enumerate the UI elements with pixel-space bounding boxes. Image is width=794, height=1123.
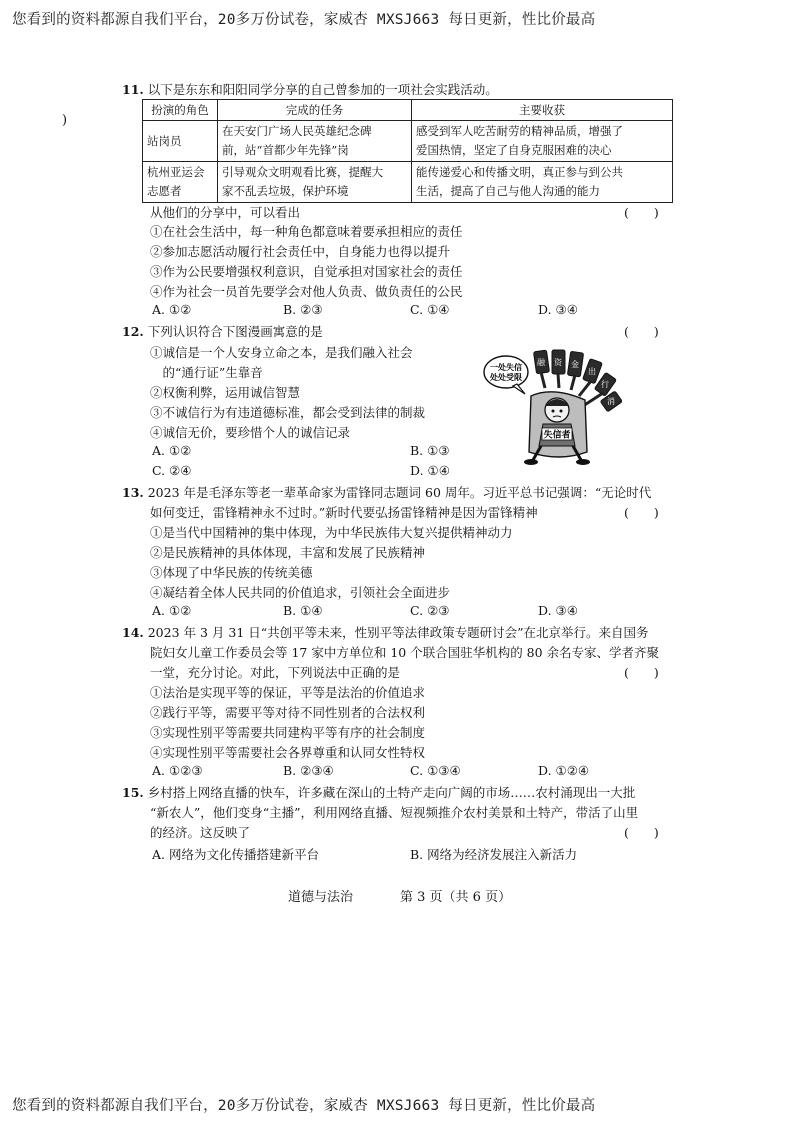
table-cell-role xyxy=(143,121,218,162)
stray-mark: ) xyxy=(62,113,68,128)
q12-number: 12. xyxy=(122,324,144,339)
hand-tag-1: 资 xyxy=(554,358,562,367)
q13-answer-paren: ( ) xyxy=(624,505,659,520)
q13-statement: ①是当代中国精神的集中体现，为中华民族伟大复兴提供精神动力 xyxy=(150,525,513,540)
q14-line1: 2023 年 3 月 31 日“共创平等未来，性别平等法律政策专题研讨会”在北京举行。来自国务 xyxy=(147,625,649,640)
q12-statement: ②权衡利弊，运用诚信智慧 xyxy=(150,385,301,400)
top-banner: 您看到的资料都源自我们平台，20多万份试卷，家威杏 MXSJ663 每日更新，性比价最高 xyxy=(12,12,596,28)
q14-option-c: C. ①③④ xyxy=(410,763,461,778)
speech-bubble xyxy=(484,356,528,388)
q11-option-a: A. ①② xyxy=(152,302,192,317)
q14-statement: ①法治是实现平等的保证，平等是法治的价值追求 xyxy=(150,685,426,700)
q12-statement: 的“通行证”生靠音 xyxy=(150,365,263,380)
q11-option-b: B. ②③ xyxy=(283,302,323,317)
hand-tag-3: 出 xyxy=(588,367,596,376)
q15-line2: “新农人”，他们变身“主播”，利用网络直播、短视频推介农村美景和土特产，带活了山里 xyxy=(150,805,639,820)
table-row xyxy=(143,162,673,203)
q12-stem-line xyxy=(122,322,323,340)
q11-number: 11. xyxy=(122,82,144,97)
bottom-banner: 您看到的资料都源自我们平台，20多万份试卷，家威杏 MXSJ663 每日更新，性比价最高 xyxy=(12,1098,596,1114)
table-cell-task xyxy=(218,162,412,203)
q13-statement: ②是民族精神的具体体现，丰富和发展了民族精神 xyxy=(150,545,426,560)
q12-option-a: A. ①② xyxy=(152,443,192,458)
q11-question: 从他们的分享中，可以看出 xyxy=(150,205,301,220)
q15-option-b: B. 网络为经济发展注入新活力 xyxy=(410,847,578,862)
q12-statement: ③不诚信行为有违道德标准，都会受到法律的制裁 xyxy=(150,405,426,420)
hand-tag-2: 金 xyxy=(571,360,579,369)
hand-tag-5: 消 xyxy=(607,397,615,406)
footer-subject: 道德与法治 xyxy=(288,890,354,905)
q12-statement: ④诚信无价，要珍惜个人的诚信记录 xyxy=(150,425,351,440)
q14-line3: 一堂，充分讨论。对此，下列说法中正确的是 xyxy=(150,665,401,680)
q14-statement: ③实现性别平等需要共同建构平等有序的社会制度 xyxy=(150,725,426,740)
q13-option-b: B. ①④ xyxy=(283,603,323,618)
cell-line: 感受到军人吃苦耐劳的精神品质，增强了 xyxy=(416,124,623,138)
cell-line: 杭州亚运会 xyxy=(147,165,205,179)
q14-statement: ②践行平等，需要平等对待不同性别者的合法权利 xyxy=(150,705,426,720)
q15-number: 15. xyxy=(122,785,144,800)
q14-number: 14. xyxy=(122,625,144,640)
q11-statement: ④作为社会一员首先要学会对他人负责、做负责任的公民 xyxy=(150,284,463,299)
cell-line: 家不乱丢垃圾，保护环境 xyxy=(222,184,349,198)
table-cell-role xyxy=(143,162,218,203)
q14-stem-line xyxy=(122,623,649,641)
q12-option-c: C. ②④ xyxy=(152,463,192,478)
q13-statement: ④凝结着全体人民共同的价值追求，引领社会全面进步 xyxy=(150,585,451,600)
q11-option-d: D. ③④ xyxy=(538,302,578,317)
q13-option-a: A. ①② xyxy=(152,603,192,618)
table-row xyxy=(143,121,673,162)
q15-option-a: A. 网络为文化传播搭建新平台 xyxy=(152,847,319,862)
q12-answer-paren: ( ) xyxy=(624,324,659,339)
q13-statement: ③体现了中华民族的传统美德 xyxy=(150,565,313,580)
q12-stem: 下列认识符合下图漫画寓意的是 xyxy=(147,324,323,339)
cell-line: 在天安门广场人民英雄纪念碑 xyxy=(222,124,372,138)
footer-page-number: 第 3 页（共 6 页） xyxy=(400,890,512,905)
q14-answer-paren: ( ) xyxy=(624,665,659,680)
q15-answer-paren: ( ) xyxy=(624,825,659,840)
table-cell-gain xyxy=(412,121,673,162)
q14-option-b: B. ②③④ xyxy=(283,763,334,778)
q13-stem-line xyxy=(122,483,651,501)
q11-statement: ③作为公民要增强权利意识，自觉承担对国家社会的责任 xyxy=(150,264,463,279)
table-header-task: 完成的任务 xyxy=(218,100,412,121)
q12-option-b: B. ①③ xyxy=(410,443,450,458)
q13-line2: 如何变迁，雷锋精神永不过时。”新时代要弘扬雷锋精神是因为雷锋精神 xyxy=(150,505,538,520)
q11-stem-line xyxy=(122,80,498,98)
cell-line: 引导观众文明观看比赛，提醒大 xyxy=(222,165,383,179)
cell-line: 志愿者 xyxy=(147,184,182,198)
table-header-role: 扮演的角色 xyxy=(143,100,218,121)
table-cell-gain xyxy=(412,162,673,203)
q14-option-d: D. ①②④ xyxy=(538,763,590,778)
q15-line3: 的经济。这反映了 xyxy=(150,825,251,840)
q11-option-c: C. ①④ xyxy=(410,302,450,317)
table-cell-task xyxy=(218,121,412,162)
cell-line: 前，站“首都少年先锋”岗 xyxy=(222,143,349,157)
cell-line: 生活，提高了自己与他人沟通的能力 xyxy=(416,184,600,198)
q12-option-d: D. ①④ xyxy=(410,463,450,478)
q14-statement: ④实现性别平等需要社会各界尊重和认同女性特权 xyxy=(150,745,426,760)
cell-line: 能传递爱心和传播文明，真正参与到公共 xyxy=(416,165,623,179)
q14-option-a: A. ①②③ xyxy=(152,763,203,778)
q15-line1: 乡村搭上网络直播的快车，许多藏在深山的土特产走向广阔的市场……农村涌现出一大批 xyxy=(147,785,636,800)
table-header-gain: 主要收获 xyxy=(412,100,673,121)
q12-statement: ①诚信是一个人安身立命之本，是我们融入社会 xyxy=(150,345,413,360)
q12-cartoon xyxy=(483,348,623,473)
q13-option-d: D. ③④ xyxy=(538,603,578,618)
q11-statement: ①在社会生活中，每一种角色都意味着要承担相应的责任 xyxy=(150,224,463,239)
hand-tag-0: 融 xyxy=(537,358,545,367)
table-header-row xyxy=(143,100,673,121)
bubble-line-1: 一处失信 xyxy=(490,363,522,372)
cell-line: 爱国热情，坚定了自身克服困难的决心 xyxy=(416,143,612,157)
cell-line: 站岗员 xyxy=(147,133,182,148)
q11-stem: 以下是东东和阳阳同学分享的自己曾参加的一项社会实践活动。 xyxy=(147,82,498,97)
q13-option-c: C. ②③ xyxy=(410,603,450,618)
q11-activity-table xyxy=(142,99,673,203)
q14-line2: 院妇女儿童工作委员会等 17 家中方单位和 10 个联合国驻华机构的 80 余名专家、学者齐聚 xyxy=(150,645,660,660)
q13-line1: 2023 年是毛泽东等老一辈革命家为雷锋同志题词 60 周年。习近平总书记强调：“无论时代 xyxy=(147,485,652,500)
q15-stem-line xyxy=(122,783,635,801)
bubble-line-2: 处处受限 xyxy=(490,373,522,382)
figure-label: 失信者 xyxy=(543,430,571,441)
q11-statement: ②参加志愿活动履行社会责任中，自身能力也得以提升 xyxy=(150,244,451,259)
q13-number: 13. xyxy=(122,485,144,500)
hand-tag-4: 行 xyxy=(601,380,609,389)
q11-answer-paren: ( ) xyxy=(624,205,659,220)
